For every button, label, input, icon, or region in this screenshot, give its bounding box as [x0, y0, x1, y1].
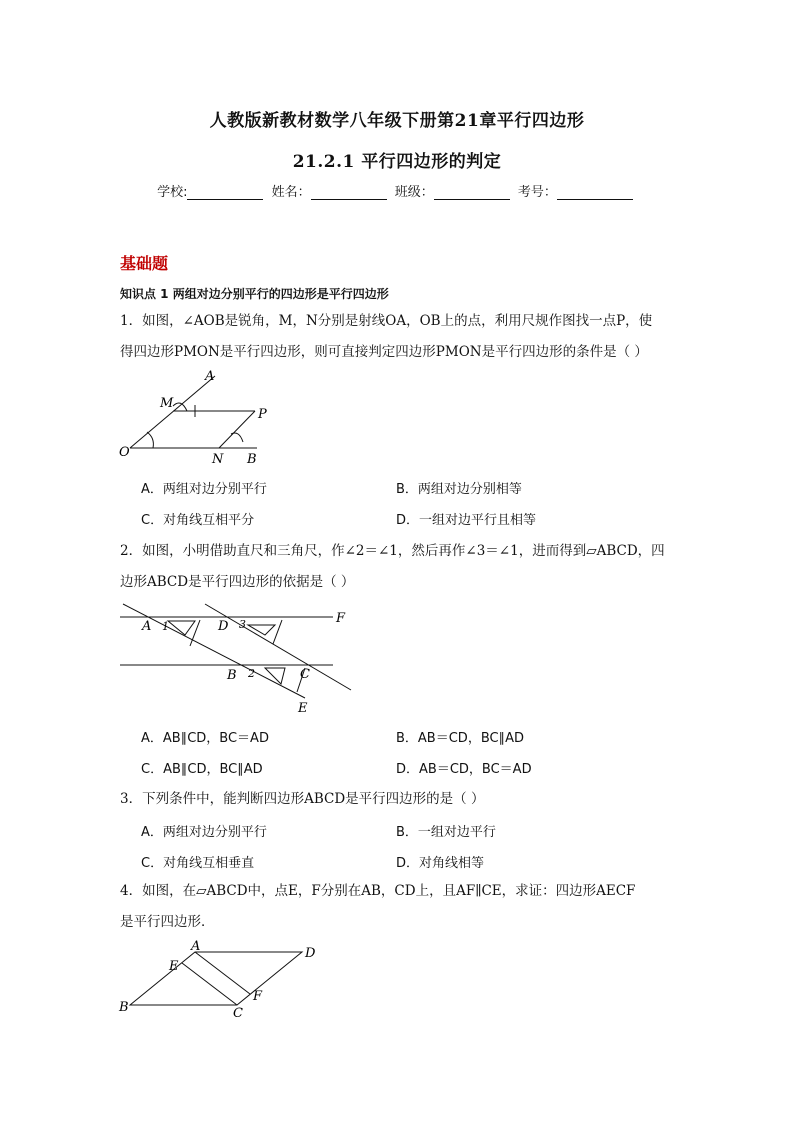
fig1-label-p: P: [258, 407, 267, 422]
fig2-label-e: E: [298, 701, 308, 716]
question-1-line-2: 得四边形PMON是平行四边形，则可直接判定四边形PMON是平行四边形的条件是（ ）: [120, 344, 648, 360]
fig2-label-f: F: [336, 611, 346, 626]
fig1-label-b: B: [247, 452, 257, 466]
fig2-label-d: D: [218, 619, 229, 634]
knowledge-point: 知识点 1 两组对边分别平行的四边形是平行四边形: [120, 287, 389, 301]
q3-option-c[interactable]: C．对角线互相垂直: [141, 856, 255, 871]
page-title: 人教版新教材数学八年级下册第21章平行四边形: [209, 111, 585, 131]
name-field[interactable]: [311, 185, 387, 200]
q1-option-b[interactable]: B．两组对边分别相等: [396, 482, 522, 497]
fig2-label-c: C: [300, 667, 310, 682]
question-4: [120, 876, 680, 938]
fig1-label-n: N: [212, 452, 224, 466]
question-1: [120, 306, 680, 368]
q1-option-d[interactable]: D．一组对边平行且相等: [396, 513, 537, 528]
figure-4: [115, 940, 325, 1020]
class-label: 班级：: [394, 185, 434, 200]
question-2-line-1: 2．如图，小明借助直尺和三角尺，作∠2＝∠1，然后再作∠3＝∠1，进而得到▱ABCD，四: [120, 543, 665, 559]
figure-1: [115, 368, 275, 466]
question-4-line-1: 4．如图，在▱ABCD中，点E，F分别在AB，CD上，且AF∥CE，求证：四边形AECF: [120, 883, 636, 899]
exam-no-label: 考号：: [517, 185, 557, 200]
student-info-row: [0, 181, 794, 200]
question-3: [120, 784, 680, 815]
fig4-label-a: A: [191, 940, 201, 954]
school-field[interactable]: [187, 185, 263, 200]
question-1-line-1: 1．如图，∠AOB是锐角，M，N分别是射线OA，OB上的点，利用尺规作图找一点P，使: [120, 313, 653, 329]
q3-option-d[interactable]: D．对角线相等: [396, 856, 485, 871]
q3-option-a[interactable]: A．两组对边分别平行: [141, 825, 267, 840]
fig2-label-a: A: [142, 619, 152, 634]
name-label: 姓名：: [271, 185, 311, 200]
q2-option-d[interactable]: D．AB＝CD，BC＝AD: [396, 762, 532, 777]
fig4-label-f: F: [253, 989, 263, 1004]
question-2: [120, 536, 680, 598]
exam-no-field[interactable]: [557, 185, 633, 200]
fig2-angle-2: 2: [248, 667, 255, 680]
fig1-label-a: A: [205, 369, 215, 384]
fig4-label-e: E: [169, 959, 179, 974]
fig1-label-m: M: [160, 396, 174, 411]
fig4-label-b: B: [119, 1000, 129, 1015]
q2-option-b[interactable]: B．AB＝CD，BC∥AD: [396, 731, 524, 746]
section-title: 基础题: [120, 254, 169, 273]
q3-option-b[interactable]: B．一组对边平行: [396, 825, 496, 840]
q2-option-a[interactable]: A．AB∥CD，BC＝AD: [141, 731, 269, 746]
question-4-line-2: 是平行四边形．: [120, 914, 215, 930]
class-field[interactable]: [434, 185, 510, 200]
question-3-line-1: 3．下列条件中，能判断四边形ABCD是平行四边形的是（ ）: [120, 791, 485, 807]
fig2-label-b: B: [227, 668, 237, 683]
fig2-angle-3: 3: [239, 618, 246, 631]
school-label: 学校:: [157, 185, 188, 200]
q1-option-a[interactable]: A．两组对边分别平行: [141, 482, 267, 497]
fig1-label-o: O: [119, 445, 130, 460]
page-subtitle: 21.2.1 平行四边形的判定: [292, 152, 502, 172]
fig4-label-d: D: [305, 946, 316, 961]
fig2-angle-1: 1: [162, 620, 169, 633]
figure-2: [115, 600, 365, 718]
fig4-label-c: C: [233, 1006, 243, 1020]
q1-option-c[interactable]: C．对角线互相平分: [141, 513, 255, 528]
q2-option-c[interactable]: C．AB∥CD，BC∥AD: [141, 762, 263, 777]
question-2-line-2: 边形ABCD是平行四边形的依据是（ ）: [120, 574, 355, 590]
